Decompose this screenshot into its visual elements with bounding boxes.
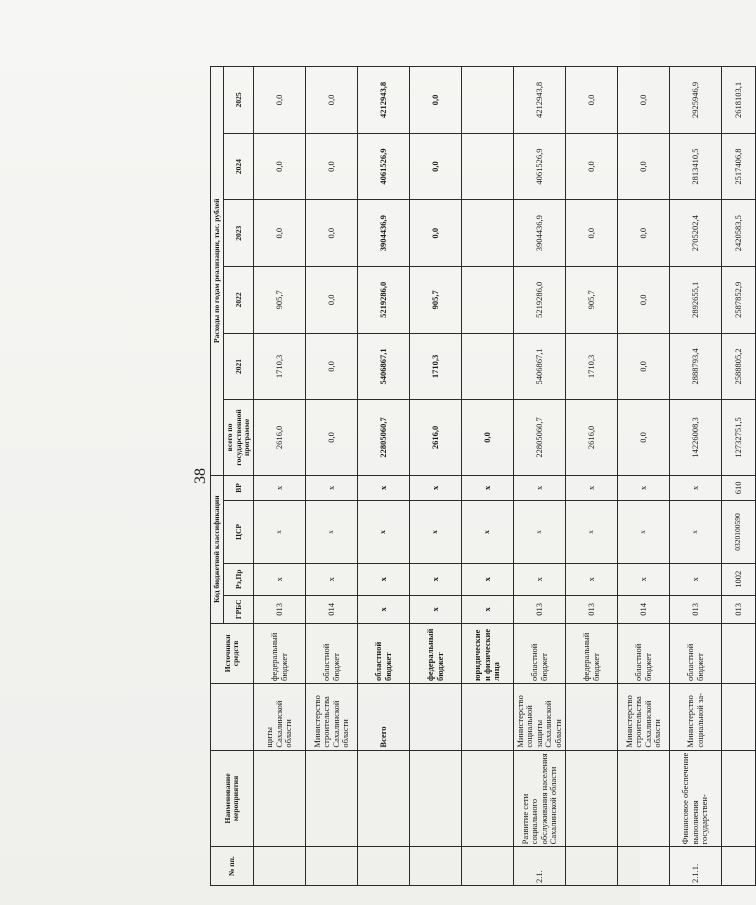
year-cell (462, 67, 514, 134)
year-cell: 0,0 (306, 333, 358, 400)
responsible-cell: Министерство строительства Сахалинской области (306, 683, 358, 750)
grbs-cell: х (410, 595, 462, 623)
page-number: 38 (192, 468, 209, 484)
year-cell: 0,0 (410, 133, 462, 200)
csr-cell: х (566, 501, 618, 563)
year-cell: 0,0 (254, 133, 306, 200)
year-cell: 2892655,1 (670, 267, 722, 334)
row-number (410, 847, 462, 886)
responsible-cell: Всего (358, 683, 410, 750)
total-cell: 22805060,7 (514, 400, 566, 475)
year-cell: 2618103,1 (722, 67, 756, 134)
activity-name: Развитие сети социального обслуживания населения Сахалинской области (514, 750, 566, 847)
activity-name (722, 750, 756, 847)
responsible-cell: Министерство строительства Сахалинской области (618, 683, 670, 750)
year-cell: 1710,3 (566, 333, 618, 400)
year-cell (462, 267, 514, 334)
source-cell: областной бюджет (670, 623, 722, 683)
vr-cell: х (254, 475, 306, 501)
source-cell: областной бюджет (306, 623, 358, 683)
row-number (358, 847, 410, 886)
year-cell: 0,0 (618, 267, 670, 334)
table-row (618, 67, 670, 886)
responsible-cell: щиты Сахалинской области (254, 683, 306, 750)
grbs-cell: 013 (254, 595, 306, 623)
source-cell: федеральный бюджет (254, 623, 306, 683)
year-cell: 3904436,9 (514, 200, 566, 267)
table-row (306, 67, 358, 886)
source-cell: областной бюджет (514, 623, 566, 683)
rzpr-cell: х (462, 563, 514, 595)
year-cell: 2517406,8 (722, 133, 756, 200)
year-cell: 0,0 (618, 200, 670, 267)
activity-name (410, 750, 462, 847)
year-cell: 1710,3 (254, 333, 306, 400)
rzpr-cell: х (670, 563, 722, 595)
header-expenses: Расходы по годам реализации, тыс. рублей (211, 67, 224, 476)
activity-name (618, 750, 670, 847)
total-cell: 0,0 (306, 400, 358, 475)
table-body (254, 67, 756, 886)
total-cell: 0,0 (618, 400, 670, 475)
year-cell (462, 333, 514, 400)
vr-cell: х (410, 475, 462, 501)
vr-cell: х (306, 475, 358, 501)
csr-cell: х (254, 501, 306, 563)
header-rzpr: Рз,Пр (224, 563, 254, 595)
budget-table (210, 66, 756, 886)
row-number: 2.1. (514, 847, 566, 886)
rzpr-cell: х (514, 563, 566, 595)
total-cell: 14226008,3 (670, 400, 722, 475)
rotated-table-sheet (88, 66, 743, 886)
responsible-cell (722, 683, 756, 750)
table-row (670, 67, 722, 886)
table-row (566, 67, 618, 886)
year-cell: 5219286,0 (514, 267, 566, 334)
source-cell: юридические и физические лица (462, 623, 514, 683)
source-cell: областной бюджет (618, 623, 670, 683)
csr-cell: х (306, 501, 358, 563)
csr-cell: х (618, 501, 670, 563)
table-row (462, 67, 514, 886)
total-cell: 0,0 (462, 400, 514, 475)
rzpr-cell: 1002 (722, 563, 756, 595)
year-cell: 905,7 (254, 267, 306, 334)
csr-cell: х (462, 501, 514, 563)
source-cell (722, 623, 756, 683)
year-cell: 0,0 (566, 67, 618, 134)
header-vr: ВР (224, 475, 254, 501)
source-cell: федеральный бюджет (566, 623, 618, 683)
year-cell: 2925946,9 (670, 67, 722, 134)
vr-cell: х (462, 475, 514, 501)
year-cell: 0,0 (618, 333, 670, 400)
header-budget-code: Код бюджетной классификации (211, 475, 224, 623)
table-row (254, 67, 306, 886)
year-cell: 5406867,1 (358, 333, 410, 400)
year-cell: 0,0 (410, 200, 462, 267)
year-cell: 0,0 (306, 133, 358, 200)
table-row (514, 67, 566, 886)
header-num: № пп. (211, 847, 254, 886)
year-cell: 4061526,9 (514, 133, 566, 200)
year-cell: 0,0 (306, 67, 358, 134)
rzpr-cell: х (410, 563, 462, 595)
vr-cell: 610 (722, 475, 756, 501)
csr-cell: х (514, 501, 566, 563)
year-cell: 3904436,9 (358, 200, 410, 267)
responsible-cell: Министерство социальной защиты Сахалинской области (514, 683, 566, 750)
header-total: всего по государственной программе (224, 400, 254, 475)
year-cell: 2587852,9 (722, 267, 756, 334)
csr-cell: х (358, 501, 410, 563)
responsible-cell (566, 683, 618, 750)
year-cell: 0,0 (566, 133, 618, 200)
grbs-cell: х (358, 595, 410, 623)
year-cell: 0,0 (254, 67, 306, 134)
table-row (358, 67, 410, 886)
csr-cell: х (410, 501, 462, 563)
activity-name (254, 750, 306, 847)
activity-name (358, 750, 410, 847)
year-cell: 5219286,0 (358, 267, 410, 334)
vr-cell: х (566, 475, 618, 501)
year-cell: 2813410,5 (670, 133, 722, 200)
activity-name (566, 750, 618, 847)
rzpr-cell: х (306, 563, 358, 595)
vr-cell: х (514, 475, 566, 501)
source-cell: федеральный бюджет (410, 623, 462, 683)
vr-cell: х (358, 475, 410, 501)
responsible-cell (462, 683, 514, 750)
vr-cell: х (670, 475, 722, 501)
total-cell: 2616,0 (410, 400, 462, 475)
header-name: Наименование мероприятия (211, 750, 254, 847)
year-cell: 0,0 (618, 133, 670, 200)
year-cell: 1710,3 (410, 333, 462, 400)
rzpr-cell: х (618, 563, 670, 595)
header-year: 2025 (224, 67, 254, 134)
row-number (566, 847, 618, 886)
year-cell: 0,0 (618, 67, 670, 134)
activity-name (306, 750, 358, 847)
header-responsible (211, 683, 254, 750)
grbs-cell: 014 (618, 595, 670, 623)
source-cell: областной бюджет (358, 623, 410, 683)
total-cell: 2616,0 (566, 400, 618, 475)
rzpr-cell: х (566, 563, 618, 595)
table-row (722, 67, 756, 886)
row-number (462, 847, 514, 886)
activity-name: Финансовое обеспечение выполнения государствен- (670, 750, 722, 847)
row-number (722, 847, 756, 886)
year-cell: 2420583,5 (722, 200, 756, 267)
year-cell: 0,0 (566, 200, 618, 267)
rzpr-cell: х (358, 563, 410, 595)
row-number (618, 847, 670, 886)
header-year: 2024 (224, 133, 254, 200)
vr-cell: х (618, 475, 670, 501)
total-cell: 2616,0 (254, 400, 306, 475)
year-cell: 4212943,8 (514, 67, 566, 134)
responsible-cell (410, 683, 462, 750)
year-cell: 0,0 (410, 67, 462, 134)
year-cell: 0,0 (254, 200, 306, 267)
header-grbs: ГРБС (224, 595, 254, 623)
grbs-cell: 013 (514, 595, 566, 623)
header-csr: ЦСР (224, 501, 254, 563)
total-cell: 12732751,5 (722, 400, 756, 475)
year-cell: 2888793,4 (670, 333, 722, 400)
activity-name (462, 750, 514, 847)
csr-cell: х (670, 501, 722, 563)
header-year: 2021 (224, 333, 254, 400)
year-cell: 2705202,4 (670, 200, 722, 267)
year-cell: 4061526,9 (358, 133, 410, 200)
responsible-cell: Министерство социальной за- (670, 683, 722, 750)
grbs-cell: 013 (670, 595, 722, 623)
row-number: 2.1.1. (670, 847, 722, 886)
rzpr-cell: х (254, 563, 306, 595)
year-cell (462, 133, 514, 200)
year-cell: 905,7 (566, 267, 618, 334)
header-year: 2023 (224, 200, 254, 267)
header-source: Источники средств (211, 623, 254, 683)
total-cell: 22805060,7 (358, 400, 410, 475)
grbs-cell: 013 (722, 595, 756, 623)
grbs-cell: х (462, 595, 514, 623)
row-number (306, 847, 358, 886)
header-year: 2022 (224, 267, 254, 334)
year-cell: 0,0 (306, 267, 358, 334)
year-cell: 0,0 (306, 200, 358, 267)
grbs-cell: 014 (306, 595, 358, 623)
grbs-cell: 013 (566, 595, 618, 623)
table-row (410, 67, 462, 886)
year-cell: 5406867,1 (514, 333, 566, 400)
year-cell: 2588805,2 (722, 333, 756, 400)
row-number (254, 847, 306, 886)
year-cell: 4212943,8 (358, 67, 410, 134)
year-cell: 905,7 (410, 267, 462, 334)
csr-cell: 0320100590 (722, 501, 756, 563)
year-cell (462, 200, 514, 267)
